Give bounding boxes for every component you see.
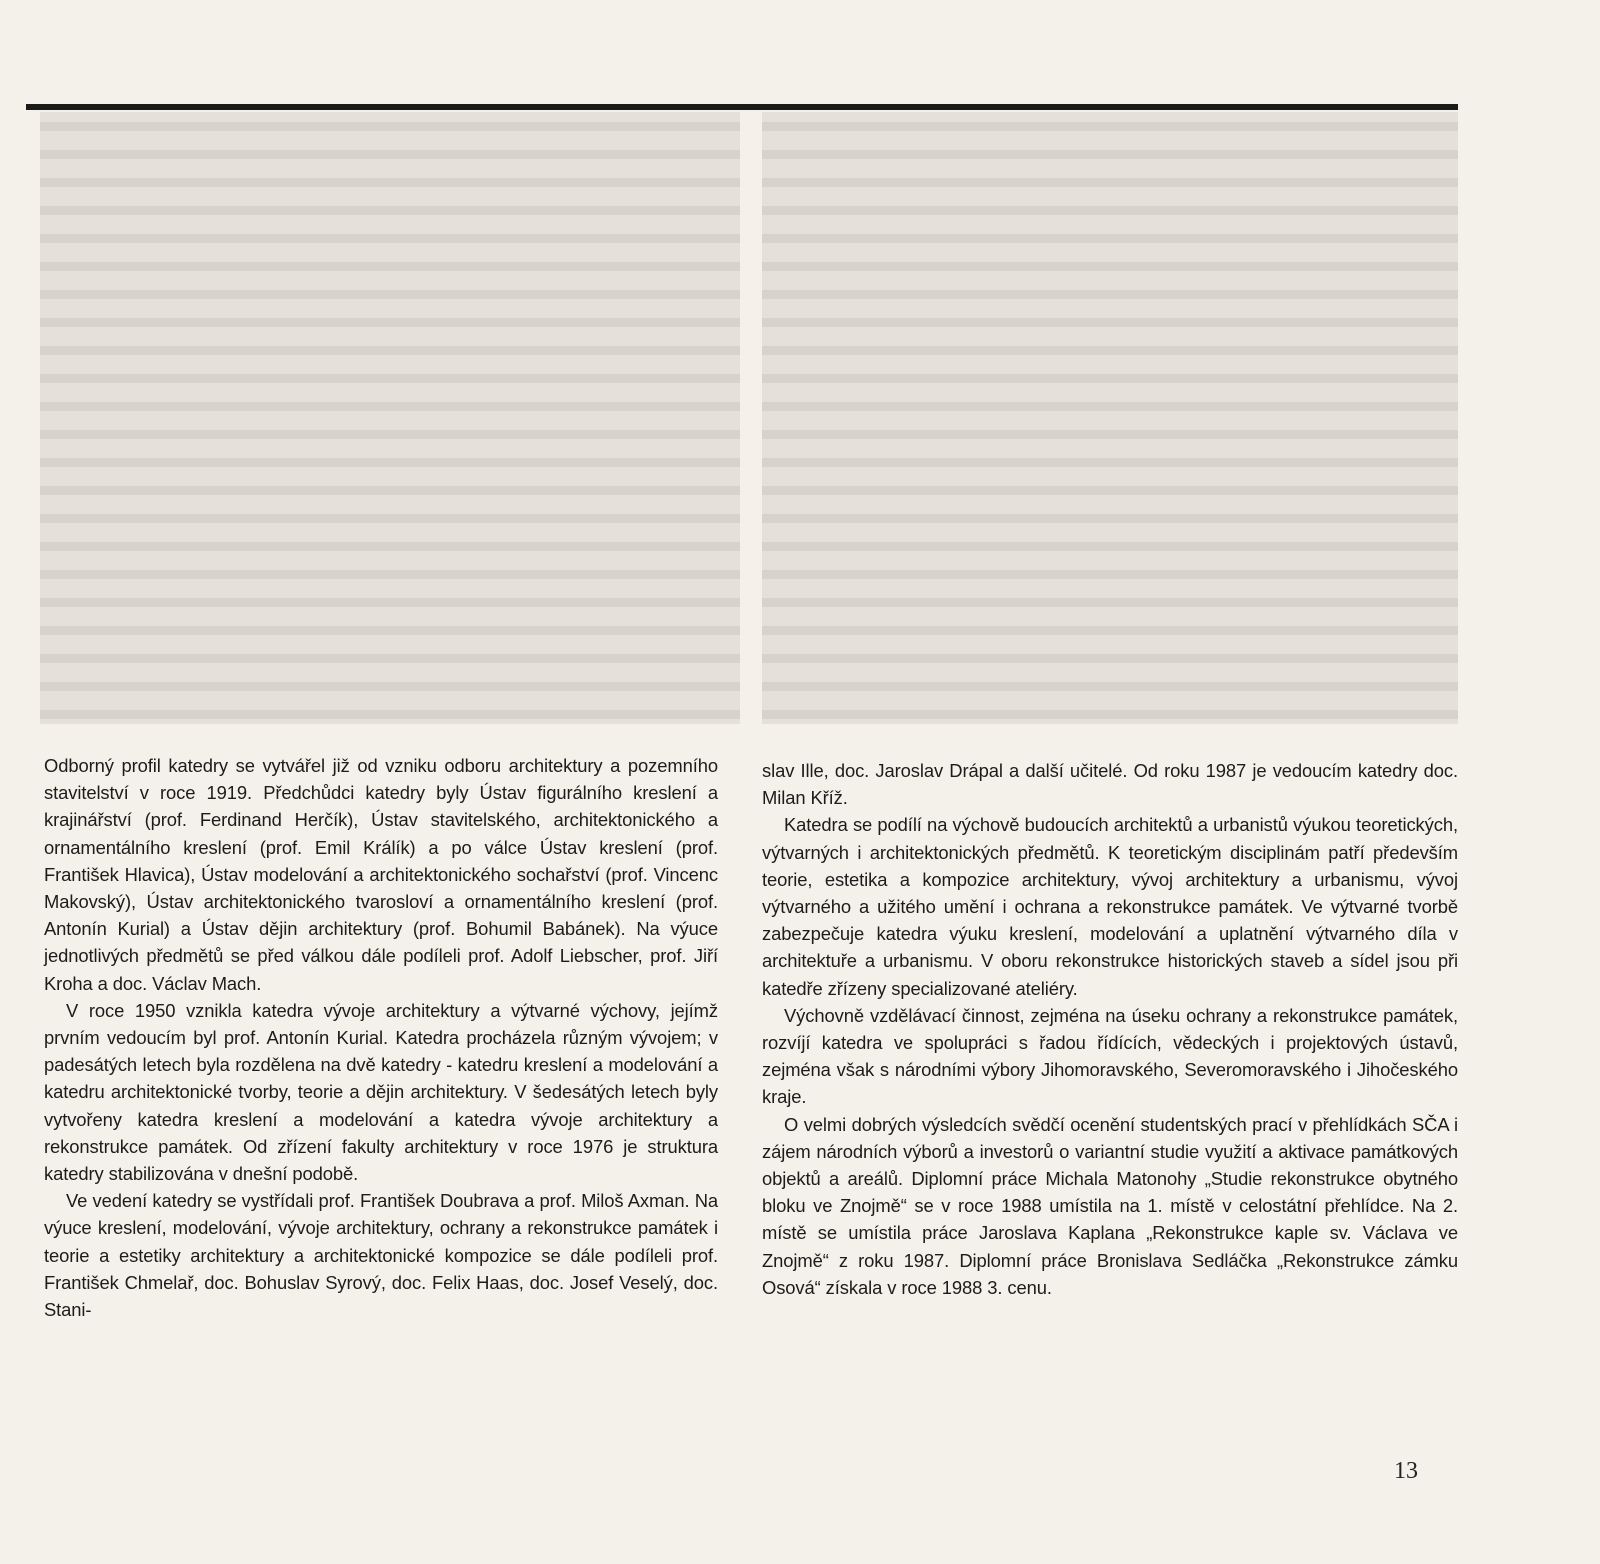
right-paragraph-1: slav Ille, doc. Jaroslav Drápal a další učitelé. Od roku 1987 je vedoucím katedry doc. Milan Kříž. [762,760,1458,809]
show-through-area-right [762,112,1458,724]
right-text-column [762,757,1458,1301]
left-paragraph-3: Ve vedení katedry se vystřídali prof. František Doubrava a prof. Miloš Axman. Na výuce kreslení, modelování, vývoje architektury, ochrany a rekonstrukce památek i teorie a estetiky architektury a architektonické kompozice se dále podíleli prof. František Chmelař, doc. Bohuslav Syrový, doc. Felix Haas, doc. Josef Veselý, doc. Stani- [44,1190,718,1321]
page-number: 13 [1394,1458,1418,1484]
show-through-lines-left [40,122,740,724]
top-divider-rule [26,104,1458,110]
show-through-area-left [40,112,740,724]
right-paragraph-4: O velmi dobrých výsledcích svědčí ocenění studentských prací v přehlídkách SČA i zájem národních výborů a investorů o variantní studie využití a aktivace památkových objektů a areálů. Diplomní práce Michala Matonohy „Studie rekonstrukce obytného bloku ve Znojmě“ se v roce 1988 umístila na 1. místě v celostátní přehlídce. Na 2. místě se umístila práce Jaroslava Kaplana „Rekonstrukce kaple sv. Václava ve Znojmě“ z roku 1987. Diplomní práce Bronislava Sedláčka „Rekonstrukce zámku Osová“ získala v roce 1988 3. cenu. [762,1113,1458,1298]
show-through-lines-right [762,122,1458,724]
right-paragraph-3: Výchovně vzdělávací činnost, zejména na úseku ochrany a rekonstrukce památek, rozvíjí katedra ve spolupráci s řadou řídících, vědeckých i projektových ústavů, zejména však s národními výbory Jihomoravského, Severomoravského i Jihočeského kraje. [762,1004,1458,1108]
left-text-column [44,752,718,1323]
left-paragraph-1: Odborný profil katedry se vytvářel již od vzniku odboru architektury a pozemního stavitelství v roce 1919. Předchůdci katedry byly Ústav figurálního kreslení a krajinářství (prof. Ferdinand Herčík), Ústav stavitelského, architektonického a ornamentálního kreslení (prof. Emil Králík) a po válce Ústav kreslení (prof. František Hlavica), Ústav modelování a architektonického sochařství (prof. Vincenc Makovský), Ústav architektonického tvarosloví a ornamentálního kreslení (prof. Antonín Kurial) a Ústav dějin architektury (prof. Bohumil Babánek). Na výuce jednotlivých předmětů se před válkou dále podíleli prof. Adolf Liebscher, prof. Jiří Kroha a doc. Václav Mach. [44,755,718,994]
left-paragraph-2: V roce 1950 vznikla katedra vývoje architektury a výtvarné výchovy, jejímž prvním vedoucím byl prof. Antonín Kurial. Katedra procházela různým vývojem; v padesátých letech byla rozdělena na dvě katedry - katedru kreslení a modelování a katedru architektonické tvorby, teorie a dějin architektury. V šedesátých letech byly vytvořeny katedra kreslení a modelování a katedra vývoje architektury a rekonstrukce památek. Od zřízení fakulty architektury v roce 1976 je struktura katedry stabilizována v dnešní podobě. [44,999,718,1185]
right-paragraph-2: Katedra se podílí na výchově budoucích architektů a urbanistů výukou teoretických, výtvarných i architektonických předmětů. K teoretickým disciplinám patří především teorie, estetika a kompozice architektury, vývoj architektury a urbanismu, vývoj výtvarného a užitého umění i ochrana a rekonstrukce památek. Ve výtvarné tvorbě zabezpečuje katedra výuku kreslení, modelování a uplatnění výtvarného díla v architektuře a urbanismu. V oboru rekonstrukce historických staveb a sídel jsou při katedře zřízeny specializované ateliéry. [762,814,1458,999]
